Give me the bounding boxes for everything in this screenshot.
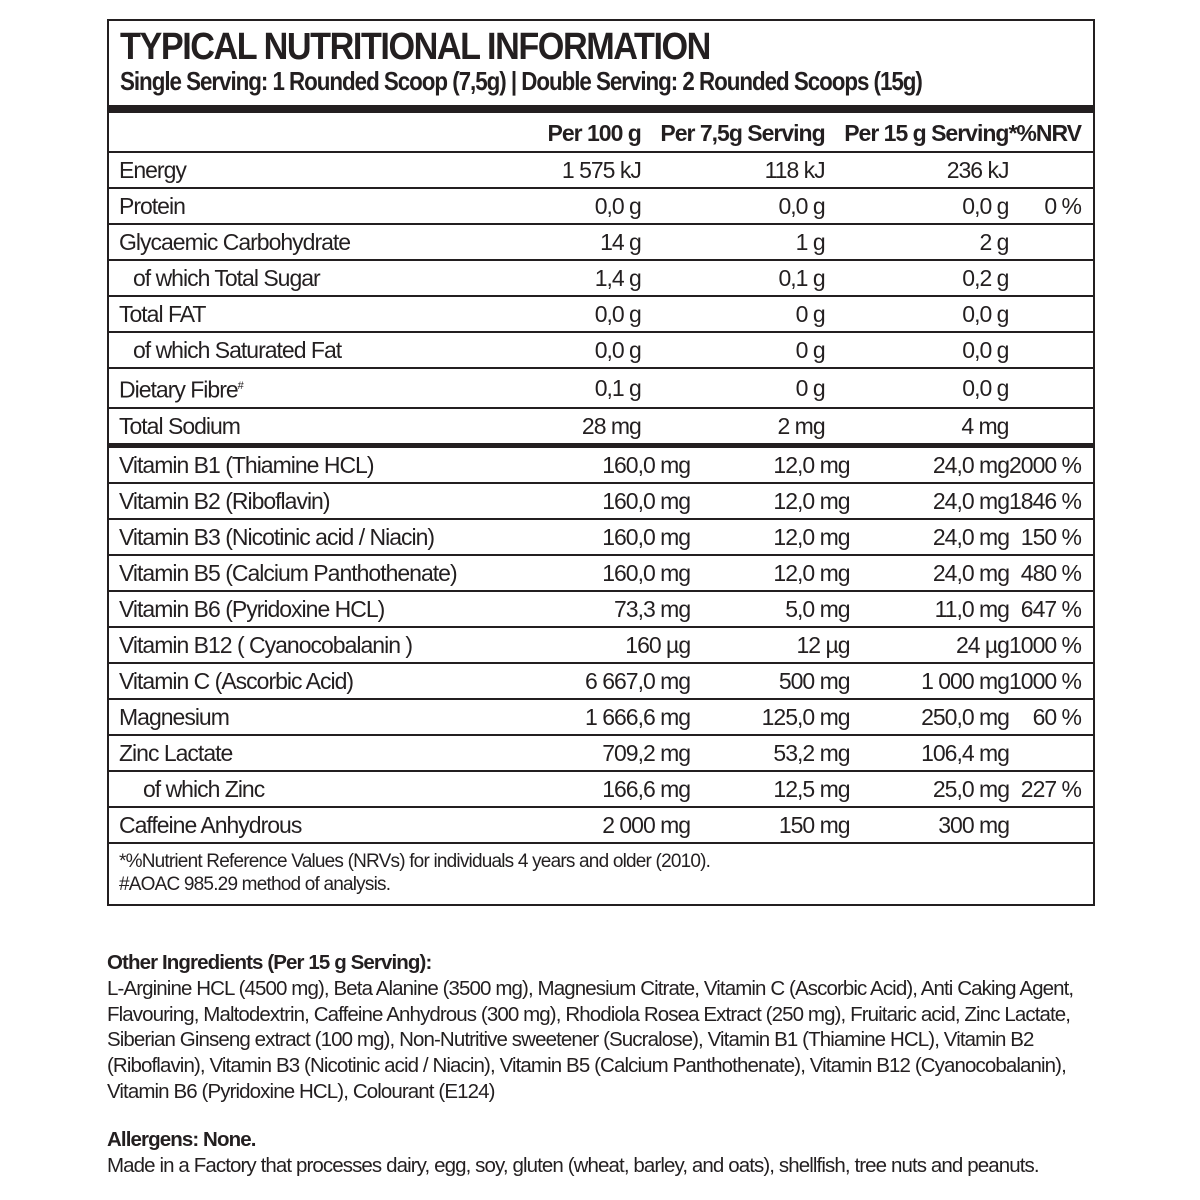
nrv-value [1009,735,1093,771]
nutrient-name: Vitamin B5 (Calcium Panthothenate) [109,555,538,591]
nrv-value: 647 % [1009,591,1093,627]
per15g-value: 24,0 mg [850,483,1009,519]
column-header-per15g: Per 15 g Serving [825,113,1009,152]
per100g-value: 160,0 mg [538,555,690,591]
per7-5g-value: 12 µg [690,627,849,663]
per100g-value: 1,4 g [496,260,641,296]
table-row [109,699,1093,735]
per15g-value: 106,4 mg [850,735,1009,771]
per100g-value: 160,0 mg [538,519,690,555]
per100g-value: 28 mg [581,412,641,439]
per15g-value: 24,0 mg [850,519,1009,555]
header-divider [109,105,1093,113]
nutrient-name: Vitamin C (Ascorbic Acid) [109,663,538,699]
per100g-value: 73,3 mg [538,591,690,627]
nrv-value [1009,807,1093,843]
panel-header [109,21,1093,105]
nutrient-name-text: Dietary Fibre [119,376,238,403]
per7-5g-value: 0 g [641,368,825,408]
nrv-value: 1000 % [1009,663,1093,699]
table-row [109,771,1093,807]
nutrient-name: Magnesium [109,699,538,735]
ingredients-text: L-Arginine HCL (4500 mg), Beta Alanine (3500 mg), Magnesium Citrate, Vitamin C (Ascorbic Acid), Anti Caking Agent, Flavouring, Maltodextrin, Caffeine Anhydrous (300 mg), Rhodiola Rosea Extract (250 mg), Fruitaric acid, Zinc Lactate, Siberian Ginseng extract (100 mg), Non-Nutritive sweetener (Sucralose), Vitamin B1 (Thiamine HCL), Vitamin B2 (Riboflavin), Vitamin B3 (Nicotinic acid / Niacin), Vitamin B5 (Calcium Panthothenate), Vitamin B12 (Cyanocobalanin), Vitamin B6 (Pyridoxine HCL), Colourant (E124) [107,976,1074,1103]
column-header-per100g: Per 100 g [496,113,641,152]
per7-5g-value: 0 g [641,332,825,368]
nrv-value [1008,296,1093,332]
per100g-value: 166,6 mg [538,771,690,807]
micro-rows [109,448,1093,843]
nutrient-name: Vitamin B6 (Pyridoxine HCL) [109,591,538,627]
per7-5g-value: 12,0 mg [690,448,849,483]
per15g-value: 4 mg [961,412,1009,439]
nrv-value [1008,224,1093,260]
per100g-value: 1 666,6 mg [538,699,690,735]
nrv-value: 150 % [1009,519,1093,555]
per100g-value: 1 575 kJ [496,152,641,188]
nrv-value [1008,260,1093,296]
nutrient-name: Vitamin B12 ( Cyanocobalanin ) [109,627,538,663]
nrv-value: 60 % [1009,699,1093,735]
nrv-value: 227 % [1009,771,1093,807]
per15g-value: 250,0 mg [850,699,1009,735]
table-row [109,332,1093,368]
per7-5g-value: 53,2 mg [690,735,849,771]
table-row [109,224,1093,260]
per7-5g-value: 5,0 mg [690,591,849,627]
serving-info: Single Serving: 1 Rounded Scoop (7,5g) | Double Serving: 2 Rounded Scoops (15g) [120,66,922,96]
nutrient-name: Vitamin B1 (Thiamine HCL) [109,448,538,483]
per15g-value: 1 000 mg [850,663,1009,699]
table-row [109,260,1093,296]
nrv-value: 1000 % [1009,627,1093,663]
per7-5g-value: 12,0 mg [690,555,849,591]
nutrient-name: Total Sodium [119,412,240,439]
per15g-value: 24,0 mg [850,555,1009,591]
per15g-value: 236 kJ [825,152,1009,188]
ingredients-section [107,950,1097,1178]
per7-5g-value: 12,5 mg [690,771,849,807]
per7-5g-value: 0 g [641,296,825,332]
per7-5g-value: 0,1 g [641,260,825,296]
per7-5g-value: 125,0 mg [690,699,849,735]
per100g-value: 0,0 g [496,188,641,224]
table-row [109,483,1093,519]
allergens-text: Made in a Factory that processes dairy, egg, soy, gluten (wheat, barley, and oats), shellfish, tree nuts and peanuts. [107,1153,1039,1177]
per7-5g-value: 0,0 g [641,188,825,224]
nutrient-name: Total FAT [109,296,496,332]
per100g-value: 160,0 mg [538,448,690,483]
table-row [109,663,1093,699]
table-row [109,152,1093,188]
footnote-nrv: *%Nutrient Reference Values (NRVs) for individuals 4 years and older (2010). [119,850,711,872]
table-row [109,627,1093,663]
nutrient-name: Vitamin B2 (Riboflavin) [109,483,538,519]
table-row [109,591,1093,627]
column-header-nutrient [109,113,496,152]
per100g-value: 709,2 mg [538,735,690,771]
footnote-aoac: #AOAC 985.29 method of analysis. [119,873,391,895]
nrv-value: 1846 % [1009,483,1093,519]
per7-5g-value: 500 mg [690,663,849,699]
column-header-per7-5g: Per 7,5g Serving [641,113,825,152]
nrv-value [1008,332,1093,368]
per100g-value: 0,1 g [496,368,641,408]
per100g-value: 160 µg [538,627,690,663]
per100g-value: 6 667,0 mg [538,663,690,699]
per100g-value: 14 g [496,224,641,260]
nutrition-panel [107,19,1095,906]
nrv-value: 480 % [1009,555,1093,591]
table-row [109,368,1093,408]
per15g-value: 24 µg [850,627,1009,663]
nrv-value [1008,368,1093,408]
per100g-value: 2 000 mg [538,807,690,843]
nrv-value [1008,152,1093,188]
table-row [109,555,1093,591]
per7-5g-value: 118 kJ [641,152,825,188]
per15g-value: 11,0 mg [850,591,1009,627]
table-row [109,448,1093,483]
allergens-heading: Allergens: None. [107,1127,256,1151]
footnote-marker: # [237,380,243,392]
nutrient-name: of which Zinc [109,771,538,807]
per7-5g-value: 12,0 mg [690,483,849,519]
per100g-value: 0,0 g [496,332,641,368]
per7-5g-value: 2 mg [777,412,825,439]
per100g-value: 160,0 mg [538,483,690,519]
column-header-nrv: *%NRV [1008,113,1093,152]
per7-5g-value: 12,0 mg [690,519,849,555]
per7-5g-value: 1 g [641,224,825,260]
micronutrient-table [109,448,1093,844]
table-row [109,807,1093,843]
per7-5g-value: 150 mg [690,807,849,843]
per15g-value: 25,0 mg [850,771,1009,807]
per15g-value: 2 g [825,224,1009,260]
nutrient-name: Caffeine Anhydrous [109,807,538,843]
nutrient-name: of which Saturated Fat [109,332,496,368]
nutrient-name: Zinc Lactate [109,735,538,771]
per15g-value: 24,0 mg [850,448,1009,483]
nutrient-name: Energy [109,152,496,188]
macro-rows [109,152,1093,443]
table-row [109,408,1093,443]
per15g-value: 0,0 g [825,296,1009,332]
nrv-value: 0 % [1008,188,1093,224]
per15g-value: 300 mg [850,807,1009,843]
table-row [109,188,1093,224]
per100g-value: 0,0 g [496,296,641,332]
column-header-row [109,113,1093,152]
ingredients-heading: Other Ingredients (Per 15 g Serving): [107,951,432,974]
nutrient-name [109,368,496,408]
panel-title: TYPICAL NUTRITIONAL INFORMATION [120,26,710,68]
table-row [109,519,1093,555]
footnotes [109,844,1093,904]
table-row [109,296,1093,332]
per15g-value: 0,2 g [825,260,1009,296]
nrv-value: 2000 % [1009,448,1093,483]
per15g-value: 0,0 g [825,368,1009,408]
per15g-value: 0,0 g [825,188,1009,224]
nrv-value [1008,408,1093,443]
nutrient-name: of which Total Sugar [109,260,496,296]
nutrition-table [109,113,1093,443]
nutrient-name: Protein [109,188,496,224]
nutrient-name: Vitamin B3 (Nicotinic acid / Niacin) [109,519,538,555]
nutrient-name: Glycaemic Carbohydrate [109,224,496,260]
table-row [109,735,1093,771]
per15g-value: 0,0 g [825,332,1009,368]
